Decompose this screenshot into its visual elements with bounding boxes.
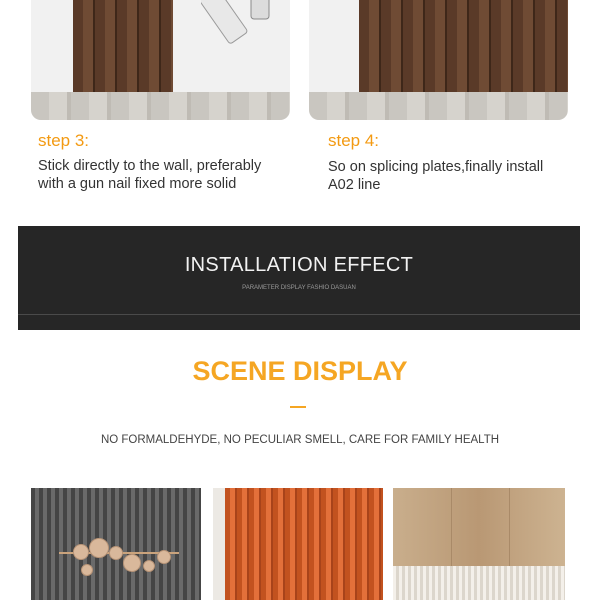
title-underline bbox=[290, 406, 306, 408]
banner-subtitle: PARAMETER DISPLAY FASHIO DASUAN bbox=[242, 285, 356, 291]
panel-seam bbox=[509, 488, 510, 566]
installation-effect-banner bbox=[18, 226, 580, 330]
wall-edge bbox=[213, 488, 225, 600]
step-3-description: Stick directly to the wall, preferably with a gun nail fixed more solid bbox=[38, 158, 262, 192]
scene-title: SCENE DISPLAY bbox=[192, 356, 408, 386]
decor-disc bbox=[81, 564, 93, 576]
step-4-image bbox=[309, 0, 568, 120]
step-4-description: So on splicing plates,finally install A02 line bbox=[328, 159, 544, 193]
scene-subtitle: NO FORMALDEHYDE, NO PECULIAR SMELL, CARE FOR FAMILY HEALTH bbox=[100, 434, 500, 446]
floor bbox=[309, 92, 568, 120]
wood-slat-wall bbox=[73, 0, 173, 92]
step-3-title: step 3: bbox=[38, 131, 90, 150]
floor bbox=[31, 92, 290, 120]
scene-photo-wood-panel bbox=[393, 488, 565, 600]
scene-photo-orange-slats bbox=[213, 488, 383, 600]
wood-slat-wall bbox=[359, 0, 568, 92]
step-4-title: step 4: bbox=[328, 131, 380, 150]
decor-disc bbox=[143, 560, 155, 572]
banner-divider bbox=[18, 314, 580, 315]
decor-disc bbox=[109, 546, 123, 560]
decor-disc bbox=[123, 554, 141, 572]
lit-slat-base bbox=[393, 566, 565, 600]
step-3-image bbox=[31, 0, 290, 120]
decor-disc bbox=[73, 544, 89, 560]
nail-gun-icon bbox=[201, 0, 290, 54]
panel-seam bbox=[451, 488, 452, 566]
decor-disc bbox=[89, 538, 109, 558]
scene-photo-grey-slats bbox=[31, 488, 201, 600]
decor-disc bbox=[157, 550, 171, 564]
banner-title: INSTALLATION EFFECT bbox=[184, 254, 414, 276]
